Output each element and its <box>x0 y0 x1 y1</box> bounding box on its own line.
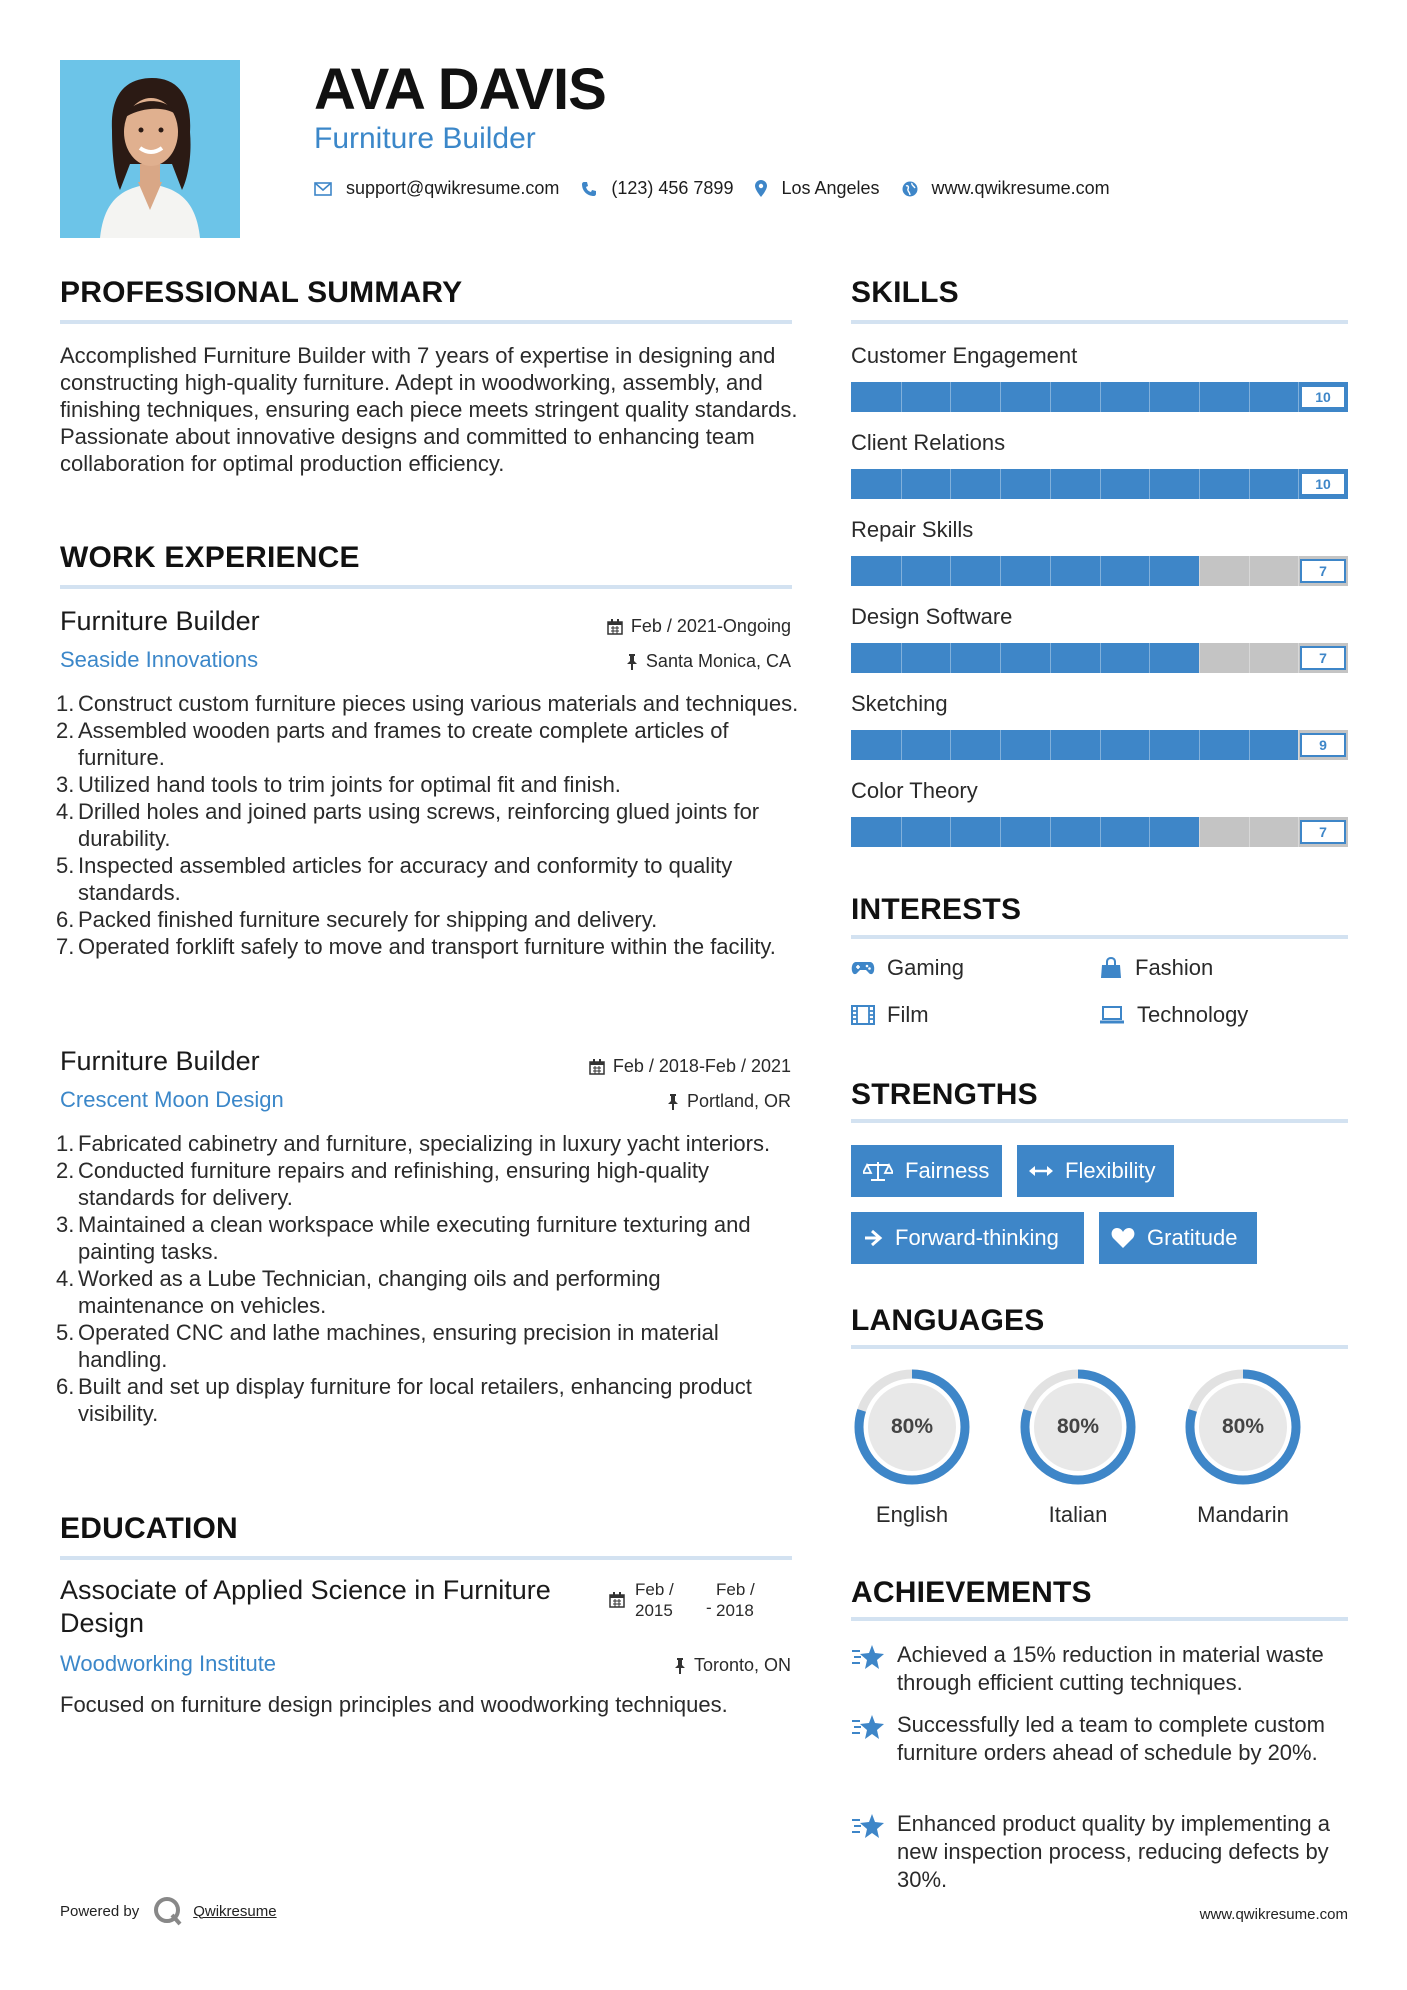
laptop-icon <box>1099 1006 1125 1024</box>
education-rule <box>60 1556 792 1560</box>
skill-bar-segment <box>1249 382 1250 412</box>
profile-photo <box>60 60 240 238</box>
skill-bar <box>851 556 1348 586</box>
job-bullet: Assembled wooden parts and frames to create complete articles of furniture. <box>78 718 729 770</box>
skill-bar-segment <box>1149 382 1150 412</box>
job-bullet: Packed finished furniture securely for shipping and delivery. <box>78 907 658 932</box>
skill-label: Client Relations <box>851 430 1006 455</box>
candidate-role: Furniture Builder <box>314 122 536 155</box>
edu-start-year: 2015 <box>635 1601 673 1620</box>
skill-bar-segment <box>1100 817 1101 847</box>
strength-label: Fairness <box>905 1158 990 1183</box>
balance-scale-icon <box>863 1160 893 1182</box>
candidate-name: AVA DAVIS <box>314 57 606 122</box>
calendar-icon <box>609 1592 625 1608</box>
shopping-bag-icon <box>1099 957 1123 979</box>
skill-bar-segment <box>1100 382 1101 412</box>
skill-label: Customer Engagement <box>851 343 1078 368</box>
skill-bar <box>851 469 1348 499</box>
calendar-icon <box>607 619 623 635</box>
skill-bar-segment <box>1050 556 1051 586</box>
job-bullet: Inspected assembled articles for accuracy and conformity to quality standards. <box>78 853 733 905</box>
achievements-rule <box>851 1617 1348 1621</box>
skill-bar-segment <box>1000 469 1001 499</box>
arrow-right-icon <box>863 1228 883 1248</box>
language-percent: 80% <box>890 1415 934 1438</box>
skill-bar-segment <box>1149 817 1150 847</box>
globe-icon <box>902 181 918 197</box>
job-bullet: Utilized hand tools to trim joints for optimal fit and finish. <box>78 772 621 797</box>
skill-bar-segment <box>1050 730 1051 760</box>
experience-heading: WORK EXPERIENCE <box>60 541 360 574</box>
skill-bar-segment <box>1149 643 1150 673</box>
job-bullets <box>60 1130 780 1427</box>
gamepad-icon <box>851 960 875 976</box>
skill-bar-segment <box>901 817 902 847</box>
language-ring <box>1017 1366 1139 1488</box>
job-location-text: Santa Monica, CA <box>645 651 791 671</box>
qwikresume-link[interactable]: Qwikresume <box>193 1902 277 1920</box>
skill-bar <box>851 382 1348 412</box>
skill-label: Repair Skills <box>851 517 974 542</box>
job-bullet: Maintained a clean workspace while executing furniture texturing and painting tasks. <box>78 1212 751 1264</box>
language-ring <box>1182 1366 1304 1488</box>
skill-level: 10 <box>1300 472 1346 496</box>
skill-bar-segment <box>1000 817 1001 847</box>
skill-label: Design Software <box>851 604 1013 629</box>
achievement-item <box>851 1711 1351 1767</box>
job-date-text: Feb / 2021-Ongoing <box>630 616 791 636</box>
job-date <box>589 1056 791 1077</box>
qwikresume-logo-icon <box>153 1896 183 1926</box>
language-percent: 80% <box>1221 1415 1265 1438</box>
heart-icon <box>1111 1227 1135 1249</box>
job-company: Seaside Innovations <box>60 647 259 672</box>
skill-level: 7 <box>1300 646 1346 670</box>
website-text: www.qwikresume.com <box>931 178 1110 198</box>
language-name: Italian <box>1048 1502 1108 1527</box>
school-name: Woodworking Institute <box>60 1651 277 1676</box>
job-location <box>626 651 791 672</box>
edu-description: Focused on furniture design principles and woodworking techniques. <box>60 1692 728 1717</box>
achievement-item <box>851 1810 1351 1894</box>
skill-bar-segment <box>1149 730 1150 760</box>
language-ring <box>851 1366 973 1488</box>
skill-bar-segment <box>1000 643 1001 673</box>
skill-bar <box>851 730 1348 760</box>
contact-location <box>755 178 879 199</box>
skill-bar-segment <box>950 643 951 673</box>
skill-bar-segment <box>901 730 902 760</box>
achievements-heading: ACHIEVEMENTS <box>851 1576 1092 1609</box>
phone-icon <box>581 181 597 197</box>
edu-start-month: Feb / <box>635 1580 674 1599</box>
shooting-star-icon <box>851 1713 885 1743</box>
language-name: Mandarin <box>1197 1502 1289 1527</box>
interest-film <box>851 1002 929 1028</box>
pushpin-icon <box>674 1658 686 1674</box>
strength-chip <box>851 1212 1084 1264</box>
skill-bar-segment <box>1199 469 1200 499</box>
skill-bar-segment <box>1100 469 1101 499</box>
edu-location-text: Toronto, ON <box>693 1655 791 1675</box>
skill-bar-segment <box>950 382 951 412</box>
profile-photo-illustration <box>60 60 240 238</box>
strength-chip <box>1017 1145 1174 1197</box>
skill-bar-segment <box>1000 556 1001 586</box>
contact-email[interactable] <box>314 178 559 199</box>
job-bullet: Construct custom furniture pieces using various materials and techniques. <box>78 691 799 716</box>
contact-bar <box>314 178 1132 199</box>
interest-technology <box>1099 1002 1248 1028</box>
job-company: Crescent Moon Design <box>60 1087 284 1112</box>
achievement-text: Enhanced product quality by implementing a new inspection process, reducing defects by 30%. <box>897 1811 1330 1892</box>
calendar-icon <box>589 1059 605 1075</box>
skill-bar-segment <box>1249 643 1250 673</box>
skill-bar-segment <box>950 469 951 499</box>
strength-label: Gratitude <box>1147 1225 1238 1250</box>
skill-bar <box>851 817 1348 847</box>
summary-heading: PROFESSIONAL SUMMARY <box>60 276 463 309</box>
skill-bar-segment <box>1199 730 1200 760</box>
skill-bar-segment <box>1249 556 1250 586</box>
powered-by-text: Powered by <box>60 1902 140 1920</box>
skill-bar-segment <box>1199 643 1200 673</box>
skill-bar-segment <box>1149 469 1150 499</box>
strength-label: Flexibility <box>1065 1158 1156 1183</box>
edu-start-date <box>635 1579 674 1621</box>
film-icon <box>851 1005 875 1025</box>
skill-bar-segment <box>1199 817 1200 847</box>
language-name: English <box>875 1502 949 1527</box>
achievement-item <box>851 1641 1351 1697</box>
skill-bar-segment <box>950 730 951 760</box>
email-text: support@qwikresume.com <box>346 178 560 198</box>
skill-bar-segment <box>1100 730 1101 760</box>
strength-label: Forward-thinking <box>895 1225 1059 1250</box>
job-bullet: Operated CNC and lathe machines, ensuring precision in material handling. <box>78 1320 719 1372</box>
skill-bar-segment <box>1249 469 1250 499</box>
arrows-horizontal-icon <box>1029 1164 1053 1178</box>
contact-phone[interactable] <box>581 178 733 199</box>
skill-label: Sketching <box>851 691 948 716</box>
skill-bar-segment <box>1050 643 1051 673</box>
footer-powered-by <box>60 1896 277 1926</box>
contact-website[interactable] <box>902 178 1110 199</box>
job-bullet: Conducted furniture repairs and refinishing, ensuring high-quality standards for delivery. <box>78 1158 710 1210</box>
map-pin-icon <box>755 180 767 197</box>
skill-level: 9 <box>1300 733 1346 757</box>
skill-bar-segment <box>1050 382 1051 412</box>
skill-level: 7 <box>1300 559 1346 583</box>
skill-bar-segment <box>901 469 902 499</box>
interest-label: Technology <box>1137 1002 1249 1027</box>
skill-bar-segment <box>1050 469 1051 499</box>
interest-gaming <box>851 955 964 981</box>
job-location <box>667 1091 791 1112</box>
skill-bar-segment <box>1000 730 1001 760</box>
skill-bar-fill <box>851 817 1199 847</box>
skill-bar-fill <box>851 730 1298 760</box>
language-percent: 80% <box>1056 1415 1100 1438</box>
skill-bar-segment <box>1249 817 1250 847</box>
strength-chip <box>1099 1212 1257 1264</box>
skill-bar-segment <box>901 556 902 586</box>
job-date-text: Feb / 2018-Feb / 2021 <box>612 1056 791 1076</box>
skills-rule <box>851 320 1348 324</box>
envelope-icon <box>314 182 332 196</box>
edu-location <box>674 1655 791 1676</box>
skill-level: 7 <box>1300 820 1346 844</box>
language-item <box>851 1366 973 1528</box>
skill-bar-segment <box>1100 643 1101 673</box>
job-location-text: Portland, OR <box>686 1091 791 1111</box>
achievement-text: Successfully led a team to complete custom furniture orders ahead of schedule by 20%. <box>897 1712 1325 1765</box>
job-title: Furniture Builder <box>60 1046 260 1076</box>
interests-heading: INTERESTS <box>851 893 1022 926</box>
interest-label: Fashion <box>1135 955 1214 980</box>
job-date <box>607 616 791 637</box>
summary-text: Accomplished Furniture Builder with 7 years of expertise in designing and constructing high-quality furniture. Adept in woodworking, assembly, and finishing techniques, ensuring each piece meets stringent quality standards. Passionate about innovative designs and committed to enhancing team collaboration for optimal production efficiency. <box>60 343 798 476</box>
skill-bar-segment <box>950 817 951 847</box>
pushpin-icon <box>667 1094 679 1110</box>
phone-text: (123) 456 7899 <box>611 178 734 198</box>
job-bullets <box>60 690 800 960</box>
skill-bar <box>851 643 1348 673</box>
language-item <box>1017 1366 1139 1528</box>
skill-level: 10 <box>1300 385 1346 409</box>
footer-website[interactable]: www.qwikresume.com <box>1199 1906 1348 1923</box>
edu-date-dash: - <box>706 1598 712 1617</box>
skill-bar-segment <box>1199 556 1200 586</box>
shooting-star-icon <box>851 1812 885 1842</box>
strengths-rule <box>851 1119 1348 1123</box>
education-heading: EDUCATION <box>60 1512 238 1545</box>
skill-bar-segment <box>1249 730 1250 760</box>
edu-end-year: 2018 <box>716 1601 754 1620</box>
job-title: Furniture Builder <box>60 606 260 636</box>
skill-bar-segment <box>950 556 951 586</box>
languages-heading: LANGUAGES <box>851 1304 1045 1337</box>
job-bullet: Operated forklift safely to move and transport furniture within the facility. <box>78 934 776 959</box>
experience-rule <box>60 585 792 589</box>
skill-bar-segment <box>1000 382 1001 412</box>
skill-bar-segment <box>1100 556 1101 586</box>
skill-bar-fill <box>851 643 1199 673</box>
job-bullet: Drilled holes and joined parts using screws, reinforcing glued joints for durability. <box>78 799 760 851</box>
location-text: Los Angeles <box>781 178 880 198</box>
skills-heading: SKILLS <box>851 276 959 309</box>
skill-bar-segment <box>901 643 902 673</box>
language-item <box>1182 1366 1304 1528</box>
strength-chip <box>851 1145 1002 1197</box>
interest-label: Film <box>887 1002 929 1027</box>
interests-rule <box>851 935 1348 939</box>
pushpin-icon <box>626 654 638 670</box>
interest-label: Gaming <box>887 955 965 980</box>
skill-label: Color Theory <box>851 778 978 803</box>
skill-bar-segment <box>1149 556 1150 586</box>
strengths-heading: STRENGTHS <box>851 1078 1038 1111</box>
skill-bar-fill <box>851 556 1199 586</box>
degree-title: Associate of Applied Science in Furniture Design <box>60 1575 551 1638</box>
languages-rule <box>851 1345 1348 1349</box>
interest-fashion <box>1099 955 1213 981</box>
edu-end-month: Feb / <box>716 1580 755 1599</box>
edu-end-date <box>716 1579 755 1621</box>
summary-rule <box>60 320 792 324</box>
achievement-text: Achieved a 15% reduction in material waste through efficient cutting techniques. <box>897 1642 1324 1695</box>
skill-bar-segment <box>1199 382 1200 412</box>
job-bullet: Built and set up display furniture for local retailers, enhancing product visibility. <box>78 1374 752 1426</box>
job-bullet: Worked as a Lube Technician, changing oils and performing maintenance on vehicles. <box>78 1266 661 1318</box>
skill-bar-segment <box>1050 817 1051 847</box>
skill-bar-segment <box>901 382 902 412</box>
job-bullet: Fabricated cabinetry and furniture, specializing in luxury yacht interiors. <box>78 1131 771 1156</box>
shooting-star-icon <box>851 1643 885 1673</box>
